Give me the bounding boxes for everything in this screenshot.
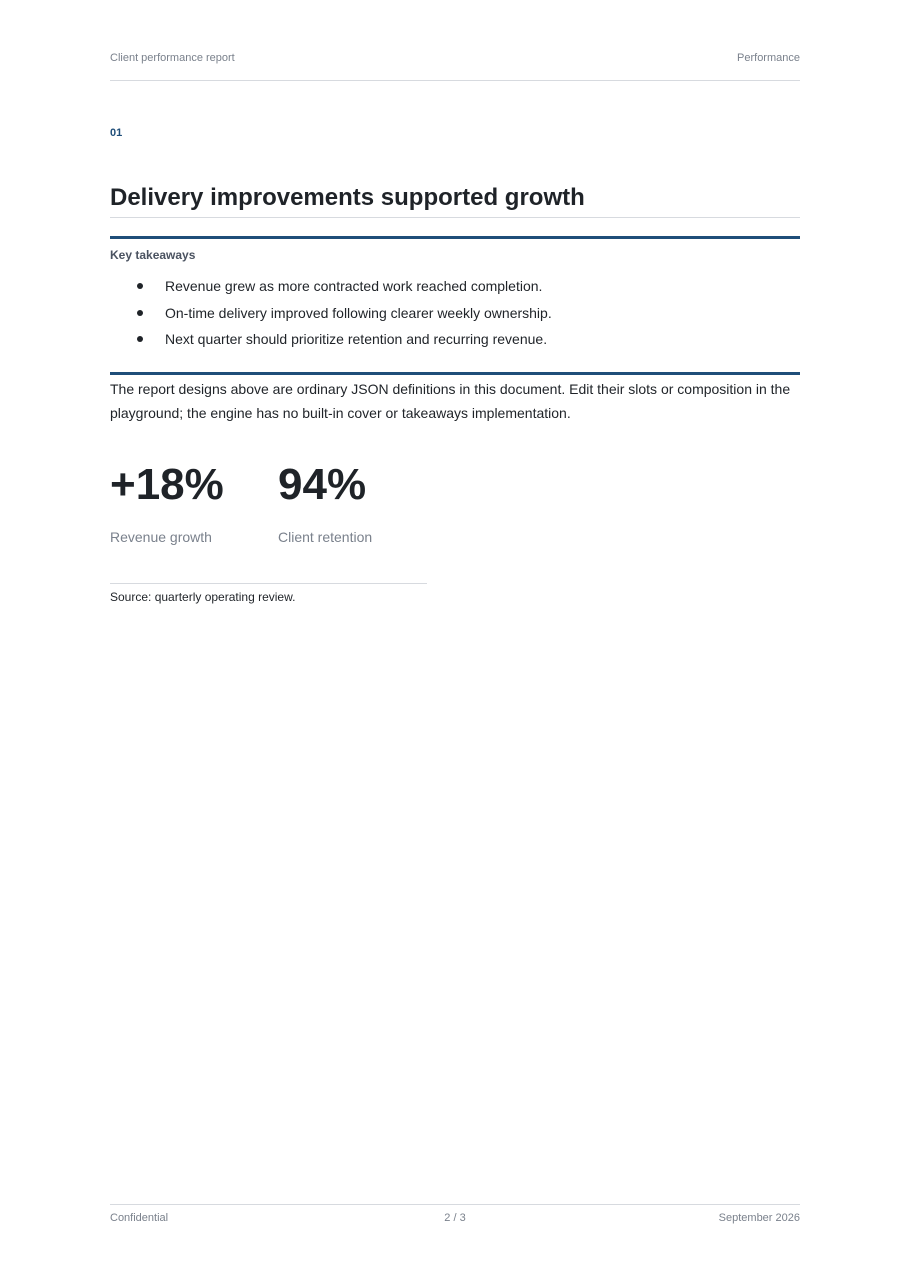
takeaway-text: Next quarter should prioritize retention and recurring revenue. <box>165 331 548 347</box>
list-item <box>110 304 800 331</box>
list-item <box>110 330 800 357</box>
takeaway-text: Revenue grew as more contracted work reached completion. <box>165 278 543 294</box>
metric-label: Client retention <box>278 529 373 545</box>
key-takeaways-heading: Key takeaways <box>110 248 196 262</box>
key-takeaways-box <box>110 236 800 375</box>
footer-date: September 2026 <box>718 1212 800 1224</box>
running-header <box>110 52 800 81</box>
running-footer <box>110 1204 800 1229</box>
takeaway-text: On-time delivery improved following clearer weekly ownership. <box>165 304 552 321</box>
header-report-name: Client performance report <box>110 52 235 64</box>
page-number: 2 / 3 <box>444 1212 466 1224</box>
list-item <box>110 277 800 304</box>
bullet-icon <box>137 283 143 289</box>
section-title: Delivery improvements supported growth <box>110 183 800 218</box>
metric-client-retention <box>278 460 373 545</box>
metrics-row <box>110 460 427 584</box>
footer-confidential: Confidential <box>110 1212 169 1224</box>
key-takeaways-list <box>110 277 800 357</box>
source-note: Source: quarterly operating review. <box>110 590 296 604</box>
header-section-name: Performance <box>737 52 800 64</box>
report-page <box>110 0 800 1287</box>
metric-revenue-growth <box>110 460 224 545</box>
metric-label: Revenue growth <box>110 529 212 545</box>
section-number: 01 <box>110 127 123 139</box>
metric-value: +18% <box>110 460 224 509</box>
bullet-icon <box>137 336 143 342</box>
metric-value: 94% <box>278 460 367 509</box>
bullet-icon <box>137 310 143 316</box>
body-paragraph: The report designs above are ordinary JSON definitions in this document. Edit their slots or composition in the playground; the engine has no built-in cover or takeaways implementation. <box>110 381 791 421</box>
